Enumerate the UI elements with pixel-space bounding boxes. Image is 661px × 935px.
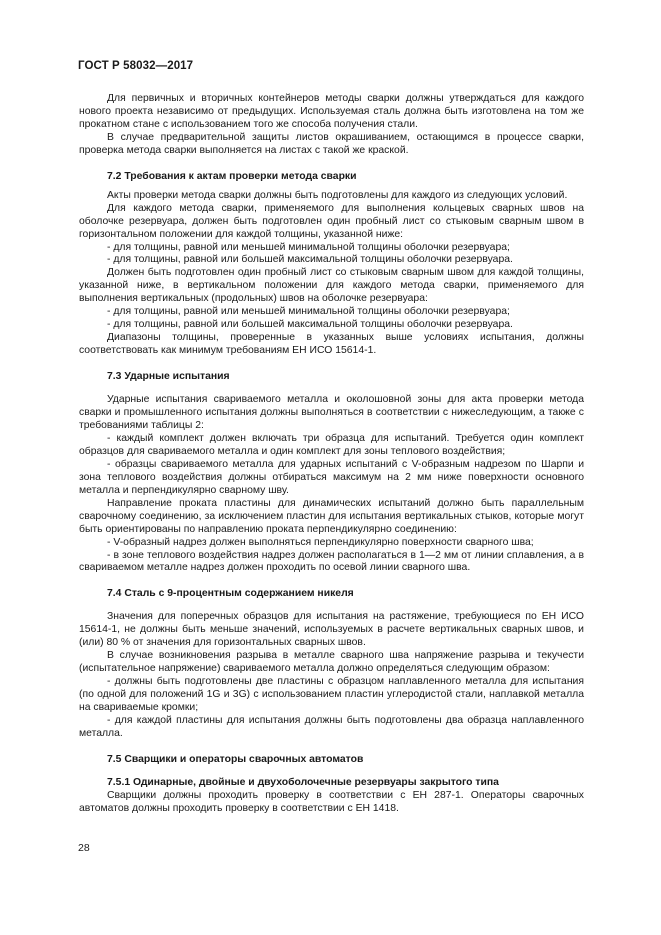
section-heading-7-3: 7.3 Ударные испытания <box>107 371 230 383</box>
list-item: - для толщины, равной или большей максимальной толщины оболочки резервуара. <box>107 319 513 331</box>
document-body <box>79 93 584 816</box>
paragraph: Для первичных и вторичных контейнеров методы сварки должны утверждаться для каждого нового проекта независимо от предыдущих. Используемая сталь должна быть изготовлена на том же прокатном стане с использованием того же способа получения стали. <box>79 93 584 130</box>
section-heading-7-2: 7.2 Требования к актам проверки метода сварки <box>107 170 357 182</box>
section-heading-7-4: 7.4 Сталь с 9-процентным содержанием никеля <box>107 588 354 600</box>
list-item: - для толщины, равной или большей максимальной толщины оболочки резервуара. <box>107 254 513 266</box>
paragraph: Ударные испытания свариваемого металла и околошовной зоны для акта проверки метода сварки и промышленного испытания должны выполняться в соответствии с нижеследующим, а также с требованиями таблицы 2: <box>79 394 584 431</box>
paragraph: Должен быть подготовлен один пробный лист со стыковым сварным швом для каждой толщины, указанной ниже, в вертикальном положении для каждого метода сварки, применяемого для выполнения вертикальных (продольных) швов на оболочке резервуара: <box>79 267 584 305</box>
list-item: - должны быть подготовлены две пластины с образцом наплавленного металла для испытания (по одной для положений 1G и 3G) с использованием пластин углеродистой стали, наплавкой металла на свариваемые кромки; <box>79 676 584 714</box>
paragraph: В случае возникновения разрыва в металле сварного шва напряжение разрыва и текучести (испытательное напряжение) свариваемого металла должно определяться следующим образом: <box>79 650 584 675</box>
paragraph: Направление проката пластины для динамических испытаний должно быть параллельным сварочному соединению, за исключением пластин для испытания вертикальных стыков, которые могут быть ориентированы по направлению проката перпендикулярно соединению: <box>79 497 584 535</box>
paragraph: Для каждого метода сварки, применяемого для выполнения кольцевых сварных швов на оболочке резервуара, должен быть подготовлен один пробный лист со стыковым сварным швом в горизонтальном положении для каждой толщины, указанной ниже: <box>79 202 584 240</box>
subsection-heading-7-5-1: 7.5.1 Одинарные, двойные и двухоболочечные резервуары закрытого типа <box>107 776 499 788</box>
list-item: - для толщины, равной или меньшей минимальной толщины оболочки резервуара; <box>107 306 510 318</box>
list-item: - V-образный надрез должен выполняться перпендикулярно поверхности сварного шва; <box>107 536 534 548</box>
page-number: 28 <box>78 842 90 854</box>
list-item: - образцы свариваемого металла для ударных испытаний с V-образным надрезом по Шарпи и зона теплового воздействия должны отбираться максимум на 2 мм ниже поверхности основного металла и перпендикулярно сварному шву. <box>79 458 584 496</box>
list-item: - для каждой пластины для испытания должны быть подготовлены два образца наплавленного металла. <box>79 714 584 739</box>
paragraph: В случае предварительной защиты листов окрашиванием, остающимся в процессе сварки, проверка метода сварки выполняется на листах с такой же краской. <box>79 131 584 156</box>
paragraph: Акты проверки метода сварки должны быть подготовлены для каждого из следующих условий. <box>107 189 568 201</box>
section-heading-7-5: 7.5 Сварщики и операторы сварочных автоматов <box>107 753 364 765</box>
list-item: - каждый комплект должен включать три образца для испытаний. Требуется один комплект образцов для свариваемого металла и один комплект для зоны теплового воздействия; <box>79 432 584 457</box>
standard-header: ГОСТ Р 58032—2017 <box>78 60 194 72</box>
list-item: - для толщины, равной или меньшей минимальной толщины оболочки резервуара; <box>107 241 510 253</box>
paragraph: Значения для поперечных образцов для испытания на растяжение, требующиеся по ЕН ИСО 15614-1, не должны быть меньше значений, используемых в расчете вертикальных сварных швов, и (или) 80 % от значения для горизонтальных сварных швов. <box>79 611 584 649</box>
list-item: - в зоне теплового воздействия надрез должен располагаться в 1—2 мм от линии сплавления, а в свариваемом металле надрез должен проходить по осевой линии сварного шва. <box>79 549 584 574</box>
paragraph: Диапазоны толщины, проверенные в указанных выше условиях испытания, должны соответствовать как минимум требованиям ЕН ИСО 15614-1. <box>79 332 584 357</box>
paragraph: Сварщики должны проходить проверку в соответствии с ЕН 287-1. Операторы сварочных автоматов должны проходить проверку в соответствии с ЕН 1418. <box>79 789 584 814</box>
